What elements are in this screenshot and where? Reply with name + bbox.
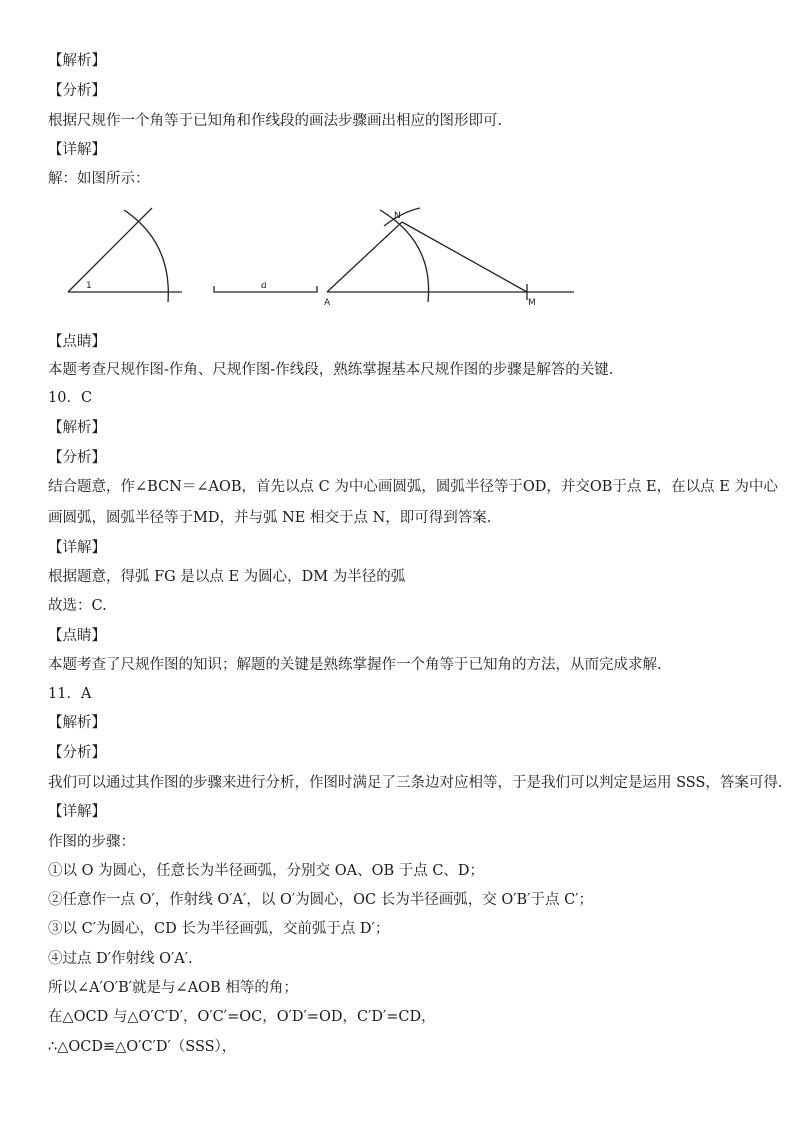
text-line: 【解析】 (48, 53, 106, 69)
text-line: 【解析】 (48, 420, 106, 436)
text-line: 结合题意，作∠BCN＝∠AOB，首先以点 C 为中心画圆弧，圆弧半径等于OD，并交OB于点 E，在以点 E 为中心 (48, 479, 778, 495)
text-line: 【详解】 (48, 540, 106, 556)
text-line: 故选：C. (48, 598, 107, 614)
text-line: 在△OCD 与△O′C′D′，O′C′=OC，O′D′=OD，C′D′=CD， (48, 1009, 436, 1025)
point-m-label: M (528, 298, 536, 308)
text-line: 解：如图所示： (48, 171, 150, 187)
text-line: 根据尺规作一个角等于已知角和作线段的画法步骤画出相应的图形即可. (48, 113, 503, 129)
construction-figure (62, 202, 582, 310)
text-line: 本题考查了尺规作图的知识；解题的关键是熟练掌握作一个角等于已知角的方法，从而完成求解. (48, 657, 662, 673)
text-line: ②任意作一点 O′，作射线 O′A′，以 O′为圆心，OC 长为半径画弧，交 O′B′于点 C′； (48, 892, 593, 908)
text-line: ③以 C′为圆心，CD 长为半径画弧，交前弧于点 D′； (48, 921, 390, 937)
text-line: 【详解】 (48, 142, 106, 158)
point-n-label: N (394, 211, 401, 221)
text-line: 【点睛】 (48, 334, 106, 350)
angle-side-ray (68, 208, 152, 292)
text-line: ∴△OCD≌△O′C′D′（SSS）， (48, 1039, 237, 1055)
text-line: 【解析】 (48, 715, 106, 731)
text-line: 10．C (48, 390, 93, 406)
arc-from-m (384, 208, 420, 226)
text-line: 所以∠A′O′B′就是与∠AOB 相等的角； (48, 980, 298, 996)
text-line: ④过点 D′作射线 O′A′. (48, 951, 193, 967)
text-line: 我们可以通过其作图的步骤来进行分析，作图时满足了三条边对应相等，于是我们可以判定是运用 SSS，答案可得. (48, 775, 783, 791)
text-line: 【分析】 (48, 745, 106, 761)
point-a-label: A (324, 298, 331, 308)
text-line: 【点睛】 (48, 628, 106, 644)
text-line: 【分析】 (48, 83, 106, 99)
text-line: 画圆弧，圆弧半径等于MD，并与弧 NE 相交于点 N，即可得到答案. (48, 510, 492, 526)
text-line: 【分析】 (48, 450, 106, 466)
text-line: 根据题意，得弧 FG 是以点 E 为圆心，DM 为半径的弧 (48, 569, 406, 585)
angle-arc (124, 210, 168, 302)
segment-a-label: a (261, 280, 267, 291)
text-line: 作图的步骤： (48, 834, 135, 850)
side-nm (402, 222, 527, 292)
text-line: 本题考查尺规作图-作角、尺规作图-作线段，熟练掌握基本尺规作图的步骤是解答的关键. (48, 362, 614, 378)
angle-1-label: 1 (86, 281, 92, 291)
text-line: 【详解】 (48, 804, 106, 820)
text-line: 11．A (48, 686, 92, 702)
side-an (327, 222, 402, 292)
text-line: ①以 O 为圆心，任意长为半径画弧，分别交 OA、OB 于点 C、D； (48, 863, 485, 879)
